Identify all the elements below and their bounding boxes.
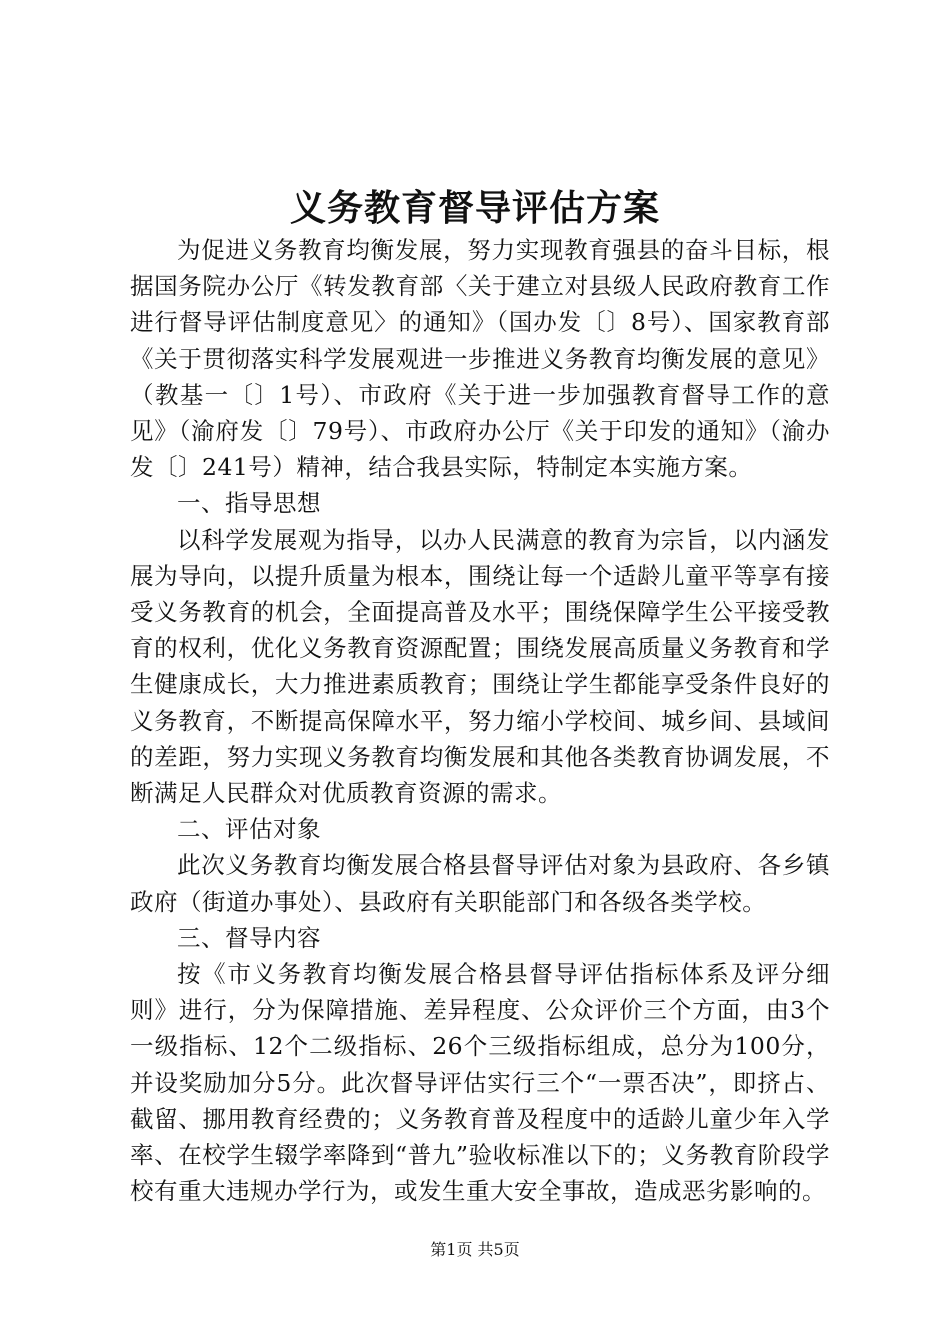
intro-paragraph: 为促进义务教育均衡发展，努力实现教育强县的奋斗目标，根据国务院办公厅《转发教育部〈关于建立对县级人民政府教育工作进行督导评估制度意见〉的通知》（国办发〔〕8号）、国家教育部《关于贯彻落实科学发展观进一步推进义务教育均衡发展的意见》（教基一〔〕1号）、市政府《关于进一步加强教育督导工作的意见》（渝府发〔〕79号）、市政府办公厅《关于印发的通知》（渝办发〔〕241号）精神，结合我县实际，特制定本实施方案。 (130, 236, 830, 482)
document-body (130, 232, 830, 1209)
section-heading-supervision-content: 三、督导内容 (177, 923, 321, 952)
page-number-footer: 第1页 共5页 (430, 1240, 520, 1259)
document-title: 义务教育督导评估方案 (289, 187, 660, 229)
section-heading-evaluation-targets: 二、评估对象 (177, 815, 321, 844)
guiding-ideology-paragraph: 以科学发展观为指导，以办人民满意的教育为宗旨，以内涵发展为导向，以提升质量为根本，围绕让每一个适龄儿童平等享有接受义务教育的机会，全面提高普及水平；围绕保障学生公平接受教育的权利，优化义务教育资源配置；围绕发展高质量义务教育和学生健康成长，大力推进素质教育；围绕让学生都能享受条件良好的义务教育，不断提高保障水平，努力缩小学校间、城乡间、县域间的差距，努力实现义务教育均衡发展和其他各类教育协调发展，不断满足人民群众对优质教育资源的需求。 (130, 525, 830, 808)
supervision-content-paragraph: 按《市义务教育均衡发展合格县督导评估指标体系及评分细则》进行，分为保障措施、差异程度、公众评价三个方面，由3个一级指标、12个二级指标、26个三级指标组成，总分为100分，并设奖励加分5分。此次督导评估实行三个“一票否决”，即挤占、截留、挪用教育经费的；义务教育普及程度中的适龄儿童少年入学率、在校学生辍学率降到“普九”验收标准以下的；义务教育阶段学校有重大违规办学行为，或发生重大安全事故，造成恶劣影响的。 (130, 960, 830, 1206)
evaluation-targets-paragraph: 此次义务教育均衡发展合格县督导评估对象为县政府、各乡镇政府（街道办事处）、县政府有关职能部门和各级各类学校。 (130, 851, 830, 916)
section-heading-guiding-ideology: 一、指导思想 (177, 489, 321, 518)
